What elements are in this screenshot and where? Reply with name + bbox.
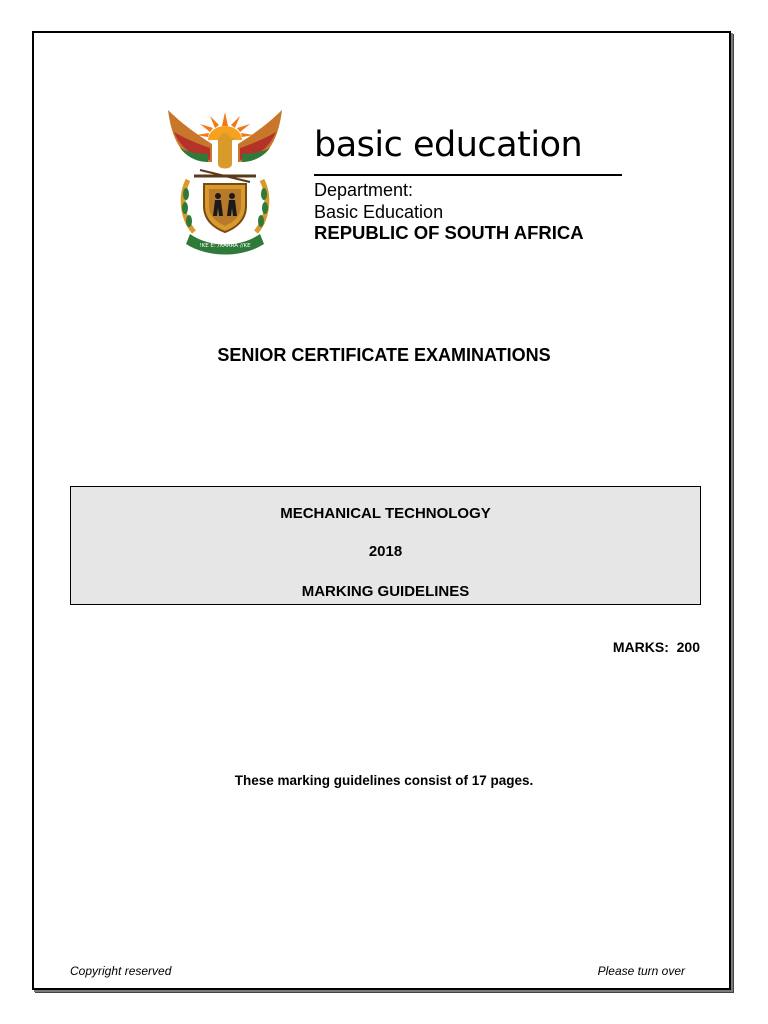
footer-turn-over: Please turn over bbox=[597, 964, 685, 978]
marks-value: 200 bbox=[676, 639, 700, 655]
footer-copyright: Copyright reserved bbox=[70, 964, 172, 978]
logo-department-label: Department: bbox=[314, 180, 414, 200]
document-type: MARKING GUIDELINES bbox=[301, 583, 470, 600]
marks-total bbox=[613, 639, 700, 655]
subject-title: MECHANICAL TECHNOLOGY bbox=[280, 505, 491, 522]
logo-department-name: Basic Education bbox=[314, 202, 444, 222]
logo-title: basic education bbox=[314, 125, 583, 165]
logo-country: REPUBLIC OF SOUTH AFRICA bbox=[314, 222, 584, 243]
coat-of-arms-icon bbox=[160, 104, 290, 256]
exam-year: 2018 bbox=[368, 543, 403, 560]
subject-box bbox=[70, 486, 701, 605]
exam-heading: SENIOR CERTIFICATE EXAMINATIONS bbox=[217, 345, 551, 365]
crest-motto: !KE E: /XARRA //KE bbox=[199, 243, 251, 249]
marks-label: MARKS: bbox=[612, 639, 669, 655]
page-count-note: These marking guidelines consist of 17 pages. bbox=[234, 773, 534, 788]
logo-divider bbox=[314, 174, 622, 176]
